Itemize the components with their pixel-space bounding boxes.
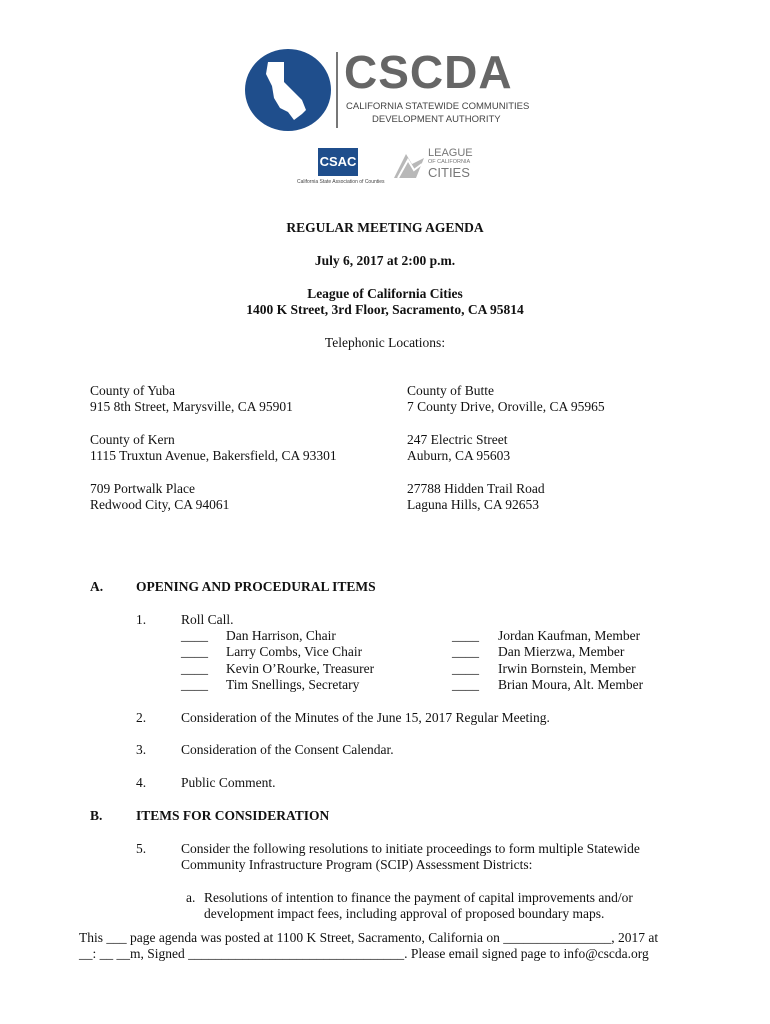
item-number: 1. [136,612,147,627]
location-name: County of Yuba [90,383,175,398]
item-text-public-comment: Public Comment. [181,775,276,790]
roll-blank: ____ [452,644,479,659]
telephonic-heading: Telephonic Locations: [324,335,446,350]
league-swoosh-icon [392,150,426,180]
item-text-scip-line1: Consider the following resolutions to initiate proceedings to form multiple Statewide [181,841,640,856]
subitem-text-line2: development impact fees, including approval of proposed boundary maps. [204,906,605,921]
roll-blank: ____ [181,628,208,643]
location-address: Auburn, CA 95603 [407,448,511,463]
california-seal-icon [244,48,332,132]
agenda-title: REGULAR MEETING AGENDA [286,220,484,235]
roll-blank: ____ [181,677,208,692]
csac-mark: CSAC [318,148,358,176]
roll-member: Jordan Kaufman, Member [498,628,641,643]
location-address: Laguna Hills, CA 92653 [407,497,539,512]
meeting-address: 1400 K Street, 3rd Floor, Sacramento, CA 95814 [246,302,524,317]
roll-blank: ____ [452,677,479,692]
csac-caption: California State Association of Counties [297,179,385,185]
roll-member: Tim Snellings, Secretary [226,677,360,692]
posting-notice-line2: __: __ __m, Signed ________________________________. Please email signed page to info@cscda.org [79,946,649,961]
league-line2: OF CALIFORNIA [428,159,471,165]
roll-member: Irwin Bornstein, Member [498,661,636,676]
meeting-date: July 6, 2017 at 2:00 p.m. [314,253,456,268]
item-number: 2. [136,710,147,725]
section-a-title: OPENING AND PROCEDURAL ITEMS [136,579,376,594]
posting-notice-line1: This ___ page agenda was posted at 1100 K Street, Sacramento, California on ________________, 2017 at [79,930,659,945]
section-a-letter: A. [90,579,104,594]
roll-member: Brian Moura, Alt. Member [498,677,644,692]
roll-blank: ____ [181,661,208,676]
item-text-scip-line2: Community Infrastructure Program (SCIP) Assessment Districts: [181,857,533,872]
location-name: 27788 Hidden Trail Road [407,481,545,496]
cscda-subtitle-line1: CALIFORNIA STATEWIDE COMMUNITIES [346,101,530,112]
roll-member: Larry Combs, Vice Chair [226,644,363,659]
location-name: 709 Portwalk Place [90,481,195,496]
league-line1: LEAGUE [428,147,473,159]
cscda-subtitle-line2: DEVELOPMENT AUTHORITY [372,114,501,125]
location-address: Redwood City, CA 94061 [90,497,230,512]
location-name: County of Kern [90,432,175,447]
section-b-letter: B. [90,808,103,823]
location-address: 915 8th Street, Marysville, CA 95901 [90,399,293,414]
item-number: 5. [136,841,147,856]
subitem-text-line1: Resolutions of intention to finance the payment of capital improvements and/or [204,890,633,905]
roll-blank: ____ [181,644,208,659]
location-name: County of Butte [407,383,494,398]
roll-member: Dan Mierzwa, Member [498,644,625,659]
meeting-venue: League of California Cities [307,286,463,301]
cscda-wordmark: CSCDA [344,46,513,98]
location-address: 1115 Truxtun Avenue, Bakersfield, CA 93301 [90,448,337,463]
item-text-consent: Consideration of the Consent Calendar. [181,742,394,757]
logo-divider [336,52,338,128]
roll-member: Kevin O’Rourke, Treasurer [226,661,375,676]
item-number: 4. [136,775,147,790]
roll-blank: ____ [452,628,479,643]
subitem-label: a. [186,890,196,905]
item-number: 3. [136,742,147,757]
roll-member: Dan Harrison, Chair [226,628,336,643]
location-address: 7 County Drive, Oroville, CA 95965 [407,399,605,414]
item-text-roll-call: Roll Call. [181,612,234,627]
item-text-minutes: Consideration of the Minutes of the June 15, 2017 Regular Meeting. [181,710,550,725]
league-line3: CITIES [428,165,470,180]
location-name: 247 Electric Street [407,432,508,447]
section-b-title: ITEMS FOR CONSIDERATION [136,808,330,823]
roll-blank: ____ [452,661,479,676]
